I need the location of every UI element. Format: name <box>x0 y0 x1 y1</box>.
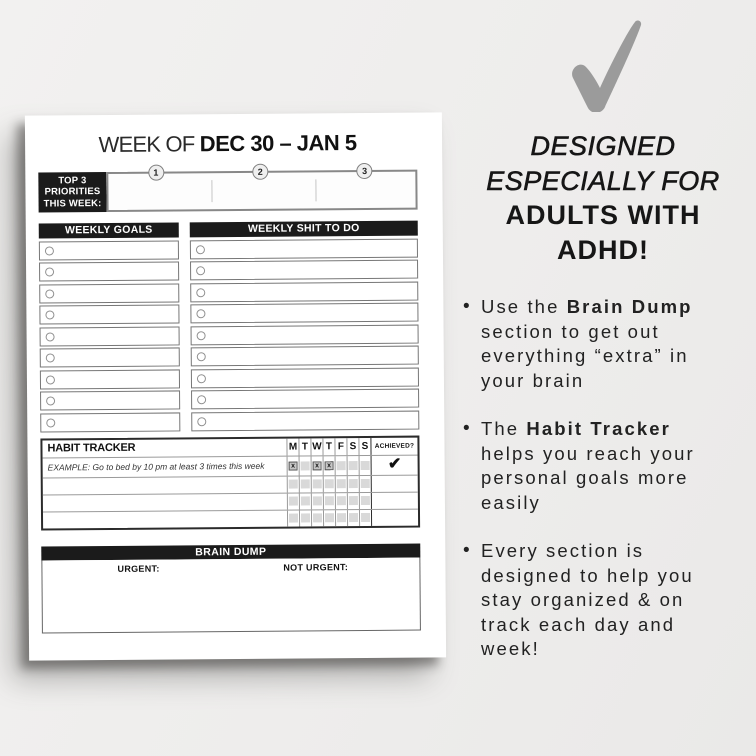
day-cell <box>311 476 323 492</box>
checkbox <box>289 480 298 489</box>
weekly-todo-rows <box>190 238 419 431</box>
day-cell <box>323 493 335 509</box>
day-cell <box>359 492 371 508</box>
bullet-circle-icon <box>45 310 54 319</box>
checkbox <box>337 461 346 470</box>
priority-divider <box>316 179 317 201</box>
top-priorities-label <box>38 172 106 213</box>
headline <box>452 129 754 267</box>
day-cell <box>287 493 299 509</box>
checkbox <box>313 479 322 488</box>
list-row <box>191 410 419 431</box>
day-cell <box>335 456 347 475</box>
achieved-check-icon: ✔ <box>387 455 402 473</box>
checkbox <box>337 479 346 488</box>
habit-row <box>43 474 418 494</box>
habit-row <box>43 508 418 528</box>
priorities-label-line: TOP 3 <box>58 174 87 187</box>
weekly-goals-section <box>39 222 181 432</box>
bullet-text-segment: easily <box>481 491 541 513</box>
bullet-text-line <box>481 491 695 516</box>
planner-content <box>25 112 446 660</box>
bullet-text-bold: Habit Tracker <box>526 418 671 439</box>
checkbox <box>289 514 298 523</box>
habit-header-row <box>42 437 417 457</box>
bullet-text-segment: The <box>481 418 527 439</box>
habit-row-label: EXAMPLE: Go to bed by 10 pm at least 3 times this week <box>47 460 265 473</box>
checkbox <box>325 496 334 505</box>
day-header-cell: F <box>334 438 346 455</box>
bullet-text-segment: everything “extra” in <box>481 345 689 366</box>
weekly-todo-section <box>190 221 420 431</box>
checkbox-checked: x <box>289 461 298 470</box>
habit-row-label <box>43 493 287 511</box>
bullet-circle-icon <box>46 353 55 362</box>
brain-dump-header: BRAIN DUMP <box>41 543 420 560</box>
day-cell <box>335 476 347 492</box>
bullet-text-line <box>481 295 693 320</box>
list-row <box>191 367 419 388</box>
list-row <box>40 390 180 410</box>
list-row <box>39 304 179 324</box>
benefit-bullets <box>452 295 754 662</box>
priority-divider <box>211 180 212 202</box>
checkbox <box>337 496 346 505</box>
list-row <box>39 261 179 281</box>
marketing-panel <box>452 16 754 686</box>
day-cell <box>287 456 299 475</box>
headline-line: ESPECIALLY FOR <box>486 165 720 196</box>
checkbox <box>349 479 358 488</box>
checkbox-checked: x <box>313 461 322 470</box>
bullet-text-segment: personal goals more <box>481 467 689 488</box>
bullet-text-line <box>481 344 693 369</box>
weekly-todo-header: WEEKLY SHIT TO DO <box>190 221 418 238</box>
bullet-circle-icon <box>196 266 205 275</box>
priorities-label-line: PRIORITIES <box>44 186 101 198</box>
checkbox <box>301 513 310 522</box>
bullet-item <box>463 539 754 662</box>
weekly-goals-header: WEEKLY GOALS <box>39 222 179 238</box>
achieved-cell <box>371 475 418 491</box>
list-row <box>40 369 180 389</box>
day-cell <box>335 493 347 509</box>
achieved-cell <box>371 509 418 525</box>
day-header-cell: S <box>346 438 358 455</box>
bullet-circle-icon <box>46 396 55 405</box>
week-title <box>38 130 417 159</box>
brain-dump-box <box>41 557 421 633</box>
bullet-text-line <box>481 466 695 491</box>
bullet-text-line <box>481 320 693 345</box>
bullet-text-segment: track each day and <box>481 613 676 635</box>
week-title-range: DEC 30 – JAN 5 <box>199 130 357 157</box>
day-cell <box>299 493 311 509</box>
bullet-text-segment: helps you reach your <box>481 442 695 464</box>
checkbox <box>361 460 370 469</box>
week-title-prefix: WEEK OF <box>98 131 200 158</box>
bullet-text-segment: Use the <box>481 296 567 317</box>
checkbox <box>349 513 358 522</box>
checkbox <box>361 479 370 488</box>
checkmark-icon <box>452 16 754 116</box>
bullet-text <box>481 417 695 515</box>
bullet-text <box>481 539 694 662</box>
bullet-circle-icon <box>46 332 55 341</box>
bullet-text-segment: designed to help you <box>481 564 694 586</box>
day-cell <box>299 476 311 492</box>
checkbox <box>289 497 298 506</box>
priority-number-circle: 3 <box>357 163 373 179</box>
bullet-item <box>463 295 754 393</box>
day-cell <box>347 510 359 526</box>
checkbox <box>301 496 310 505</box>
day-header-cell: W <box>310 438 322 455</box>
not-urgent-label: NOT URGENT: <box>283 561 349 573</box>
checkbox <box>313 496 322 505</box>
bullet-text-segment: week! <box>481 638 540 659</box>
bullet-text-line <box>481 613 694 638</box>
bullet-text-line <box>481 564 694 589</box>
day-header-cell: S <box>358 437 370 454</box>
bullet-text-line <box>481 369 693 394</box>
checkbox <box>337 513 346 522</box>
priority-number-circle: 1 <box>148 165 164 181</box>
day-cell <box>311 493 323 509</box>
day-header-cell: T <box>322 438 334 455</box>
day-cell <box>323 510 335 526</box>
checkbox <box>361 513 370 522</box>
habit-days-header <box>286 437 370 455</box>
bullet-circle-icon <box>197 374 206 383</box>
day-cell <box>359 475 371 491</box>
list-row <box>190 303 418 324</box>
achieved-cell <box>371 455 418 474</box>
bullet-circle-icon <box>45 246 54 255</box>
bullet-text-segment: your brain <box>481 369 585 391</box>
achieved-header: ACHIEVED? <box>370 437 417 454</box>
bullet-text <box>481 295 693 393</box>
list-row <box>39 240 179 260</box>
day-cell <box>359 509 371 525</box>
bullet-text-segment: stay organized & on <box>481 589 685 610</box>
urgent-label: URGENT: <box>117 563 160 574</box>
bullet-marker-icon: • <box>463 418 470 439</box>
headline-line: DESIGNED <box>530 131 676 161</box>
planner-page <box>25 112 446 660</box>
list-row <box>40 326 180 346</box>
bullet-text-line <box>481 588 694 613</box>
day-cell <box>347 456 359 475</box>
checkbox <box>313 513 322 522</box>
day-cell <box>359 455 371 474</box>
bullet-circle-icon <box>45 289 54 298</box>
habit-tracker-title: HABIT TRACKER <box>47 441 136 455</box>
bullet-marker-icon: • <box>463 540 470 561</box>
day-cell <box>299 510 311 526</box>
list-row <box>191 324 419 345</box>
bullet-circle-icon <box>196 309 205 318</box>
checkbox <box>349 461 358 470</box>
checkbox <box>325 479 334 488</box>
top-priorities-section <box>38 165 417 213</box>
priorities-box <box>106 165 417 212</box>
habit-row <box>43 491 418 511</box>
day-cell <box>347 493 359 509</box>
day-cell <box>335 510 347 526</box>
checkbox <box>325 513 334 522</box>
day-cell <box>287 510 299 526</box>
day-cell <box>311 510 323 526</box>
habit-tracker-section <box>40 435 420 530</box>
priority-number-circle: 2 <box>252 164 268 180</box>
bullet-circle-icon <box>45 267 54 276</box>
bullet-item <box>463 417 754 515</box>
bullet-text-line <box>481 417 695 442</box>
bullet-circle-icon <box>196 288 205 297</box>
checkbox-checked: x <box>325 461 334 470</box>
bullet-circle-icon <box>46 375 55 384</box>
day-header-cell: M <box>286 438 298 455</box>
headline-line: ADULTS WITH <box>505 200 701 230</box>
bullet-text-segment: section to get out <box>481 320 660 342</box>
day-cell <box>287 476 299 492</box>
bullet-circle-icon <box>196 245 205 254</box>
habit-row <box>43 454 418 477</box>
list-row <box>190 260 418 281</box>
day-header-cell: T <box>298 438 310 455</box>
checkbox <box>361 496 370 505</box>
bullet-circle-icon <box>197 352 206 361</box>
bullet-text-segment: Every section is <box>481 540 645 561</box>
day-cell <box>311 456 323 475</box>
list-row <box>39 283 179 303</box>
day-cell <box>299 456 311 475</box>
headline-line: ADHD! <box>557 234 649 265</box>
weekly-goals-rows <box>39 240 180 432</box>
checkmark-glyph <box>559 16 647 112</box>
list-row <box>190 281 418 302</box>
list-row <box>191 346 419 367</box>
day-cell <box>347 476 359 492</box>
weekly-lists <box>39 221 420 432</box>
bullet-marker-icon: • <box>463 296 470 317</box>
list-row <box>190 238 418 259</box>
list-row <box>40 347 180 367</box>
habit-rows <box>43 454 419 528</box>
bullet-text-bold: Brain Dump <box>566 296 693 317</box>
priorities-label-line: THIS WEEK: <box>43 197 102 210</box>
bullet-text-line <box>481 539 694 564</box>
habit-row-label <box>43 510 287 528</box>
day-cell <box>323 476 335 492</box>
bullet-circle-icon <box>197 331 206 340</box>
bullet-circle-icon <box>197 417 206 426</box>
bullet-text-line <box>481 442 695 467</box>
achieved-cell <box>371 492 418 508</box>
bullet-circle-icon <box>46 418 55 427</box>
bullet-text-line <box>481 637 694 662</box>
checkbox <box>349 496 358 505</box>
checkbox <box>301 461 310 470</box>
day-cell <box>323 456 335 475</box>
habit-row-label <box>43 476 287 494</box>
checkbox <box>301 479 310 488</box>
bullet-circle-icon <box>197 395 206 404</box>
list-row <box>40 412 180 432</box>
list-row <box>191 389 419 410</box>
